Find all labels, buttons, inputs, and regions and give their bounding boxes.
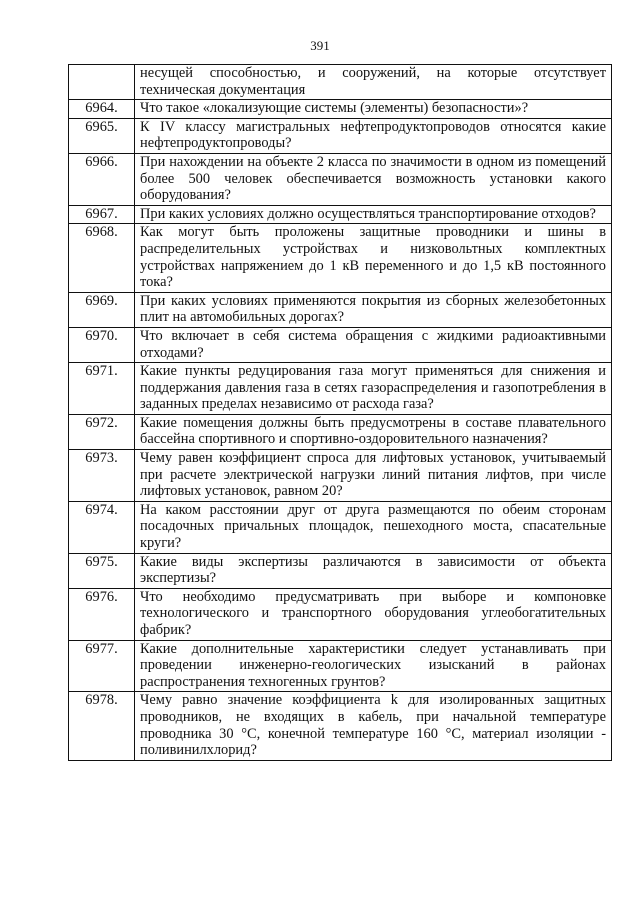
question-number: 6975. <box>69 553 135 588</box>
question-text: Какие пункты редуцирования газа могут применяться для снижения и поддержания давления газа в сетях газораспределения и газопотребления в заданных пределах независимо от расхода газа? <box>135 363 612 415</box>
questions-table <box>68 64 612 761</box>
question-text: несущей способностью, и сооружений, на которые отсутствует техническая документация <box>135 65 612 100</box>
question-number: 6977. <box>69 640 135 692</box>
question-text: К IV классу магистральных нефтепродуктопроводов относятся какие нефтепродуктопроводы? <box>135 118 612 153</box>
table-row <box>69 327 612 362</box>
table-row <box>69 414 612 449</box>
questions-table-body <box>69 65 612 761</box>
table-row <box>69 363 612 415</box>
table-row <box>69 588 612 640</box>
question-text: При каких условиях должно осуществляться транспортирование отходов? <box>135 205 612 224</box>
question-number <box>69 65 135 100</box>
question-number: 6976. <box>69 588 135 640</box>
table-row <box>69 292 612 327</box>
question-number: 6974. <box>69 501 135 553</box>
table-row <box>69 692 612 760</box>
question-text: Какие дополнительные характеристики следует устанавливать при проведении инженерно-геологических изысканий в районах распространения техногенных грунтов? <box>135 640 612 692</box>
question-number: 6968. <box>69 224 135 292</box>
question-text: Какие виды экспертизы различаются в зависимости от объекта экспертизы? <box>135 553 612 588</box>
question-text: При каких условиях применяются покрытия из сборных железобетонных плит на автомобильных дорогах? <box>135 292 612 327</box>
question-text: Чему равен коэффициент спроса для лифтовых установок, учитываемый при расчете электрической нагрузки линий питания лифтов, при числе лифтовых установок, равном 20? <box>135 450 612 502</box>
table-row <box>69 553 612 588</box>
question-text: Что необходимо предусматривать при выборе и компоновке технологического и транспортного оборудования углеобогатительных фабрик? <box>135 588 612 640</box>
question-text: На каком расстоянии друг от друга размещаются по обеим сторонам посадочных причальных площадок, пешеходного моста, спасательные круги? <box>135 501 612 553</box>
question-number: 6965. <box>69 118 135 153</box>
table-row <box>69 224 612 292</box>
question-number: 6973. <box>69 450 135 502</box>
question-text: Что такое «локализующие системы (элементы) безопасности»? <box>135 100 612 119</box>
question-text: Какие помещения должны быть предусмотрены в составе плавательного бассейна спортивного и спортивно-оздоровительного назначения? <box>135 414 612 449</box>
question-number: 6978. <box>69 692 135 760</box>
question-number: 6967. <box>69 205 135 224</box>
table-row <box>69 450 612 502</box>
table-row <box>69 65 612 100</box>
question-number: 6969. <box>69 292 135 327</box>
table-row <box>69 501 612 553</box>
question-number: 6970. <box>69 327 135 362</box>
question-number: 6971. <box>69 363 135 415</box>
question-text: Что включает в себя система обращения с жидкими радиоактивными отходами? <box>135 327 612 362</box>
question-text: Как могут быть проложены защитные проводники и шины в распределительных устройствах и низковольтных комплектных устройствах напряжением до 1 кВ переменного и до 1,5 кВ постоянного тока? <box>135 224 612 292</box>
table-row <box>69 100 612 119</box>
question-text: Чему равно значение коэффициента k для изолированных защитных проводников, не входящих в кабель, при начальной температуре проводника 30 °С, конечной температуре 160 °С, материал изоляции - поливинилхлорид? <box>135 692 612 760</box>
table-row <box>69 153 612 205</box>
table-row <box>69 640 612 692</box>
page-number: 391 <box>310 38 330 53</box>
question-text: При нахождении на объекте 2 класса по значимости в одном из помещений более 500 человек обеспечивается возможность установки какого оборудования? <box>135 153 612 205</box>
question-number: 6966. <box>69 153 135 205</box>
table-row <box>69 118 612 153</box>
question-number: 6972. <box>69 414 135 449</box>
question-number: 6964. <box>69 100 135 119</box>
table-row <box>69 205 612 224</box>
